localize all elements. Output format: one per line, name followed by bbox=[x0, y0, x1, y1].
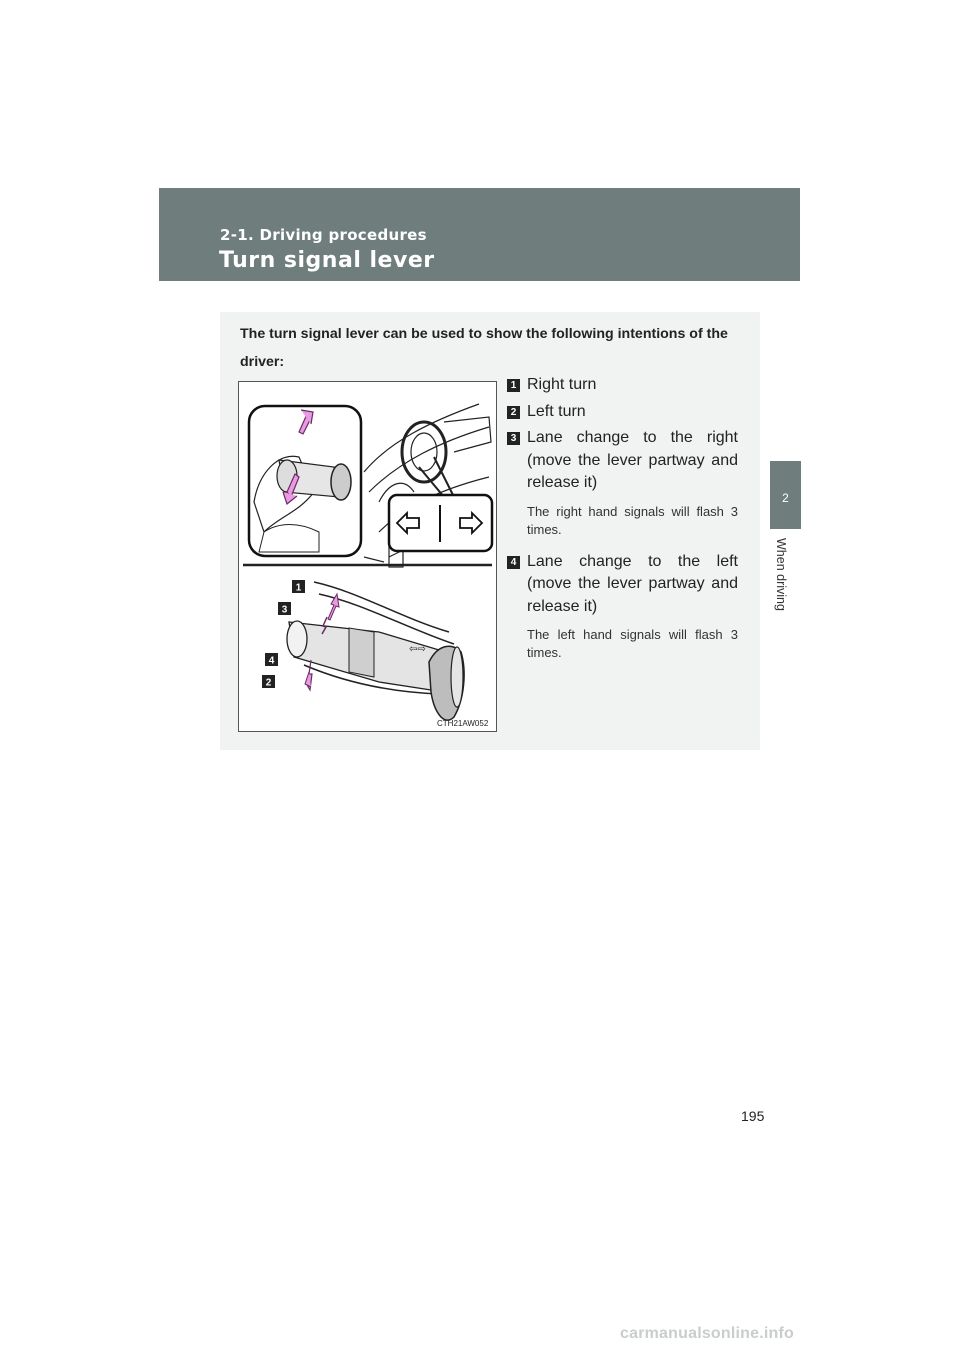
page-number: 195 bbox=[741, 1108, 765, 1124]
chapter-label: When driving bbox=[774, 538, 788, 611]
watermark: carmanualsonline.info bbox=[620, 1325, 795, 1342]
section-header bbox=[159, 188, 800, 281]
intro-text: The turn signal lever can be used to show the following intentions of the driver: bbox=[240, 326, 728, 370]
lever-inset bbox=[249, 406, 361, 556]
callout-label: 1 bbox=[295, 582, 302, 594]
item-note: The left hand signals will flash 3 times. bbox=[527, 627, 738, 660]
list-item bbox=[507, 374, 738, 397]
item-number-badge: 3 bbox=[507, 432, 520, 445]
item-label: Lane change to the left (move the lever partway and release it) bbox=[527, 552, 738, 615]
chapter-tab[interactable] bbox=[770, 461, 801, 529]
item-note: The right hand signals will flash 3 times. bbox=[527, 503, 738, 537]
item-label: Left turn bbox=[527, 402, 586, 420]
item-number-badge: 1 bbox=[507, 379, 520, 392]
callout-label: 4 bbox=[268, 655, 275, 667]
item-number-badge: 2 bbox=[507, 406, 520, 419]
list-item bbox=[507, 427, 738, 539]
section-label: 2-1. Driving procedures bbox=[220, 226, 427, 244]
turn-signal-illustration bbox=[238, 381, 497, 732]
content-panel bbox=[220, 312, 760, 750]
figure-code: CTH21AW052 bbox=[437, 719, 489, 728]
item-number-badge: 4 bbox=[507, 556, 520, 569]
list-item bbox=[507, 401, 738, 424]
lever-detail bbox=[287, 582, 464, 720]
svg-text:⇦⇨: ⇦⇨ bbox=[409, 644, 426, 655]
signal-list bbox=[507, 374, 738, 674]
page-title: Turn signal lever bbox=[219, 248, 435, 273]
list-item bbox=[507, 551, 738, 663]
item-label: Lane change to the right (move the lever partway and release it) bbox=[527, 429, 738, 491]
indicator-inset bbox=[389, 495, 492, 551]
chapter-number: 2 bbox=[782, 491, 789, 505]
item-label: Right turn bbox=[527, 376, 597, 393]
callout-label: 2 bbox=[265, 677, 272, 689]
callout-label: 3 bbox=[281, 604, 288, 616]
